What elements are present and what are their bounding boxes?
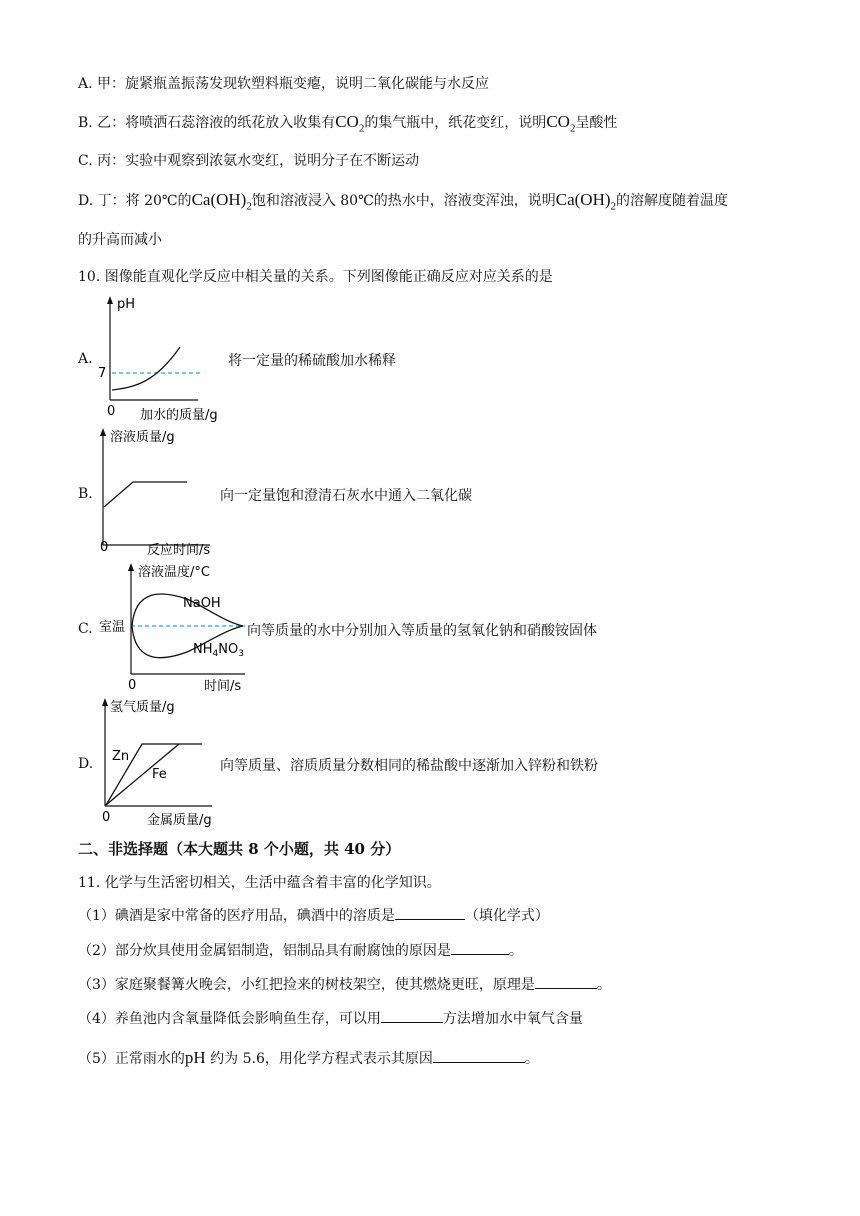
q11-item-1-hint: （填化学式） bbox=[464, 908, 549, 924]
ph-symbol: pH bbox=[184, 1048, 206, 1067]
q11-item-5 bbox=[78, 1047, 539, 1070]
y-axis-label: 溶液温度/°C bbox=[138, 565, 210, 580]
q9-option-b-text-1: B. 乙：将喷洒石蕊溶液的纸花放入收集有 bbox=[78, 115, 336, 131]
q10-option-b-letter: B. bbox=[78, 486, 93, 502]
x-axis-label: 时间/s bbox=[204, 679, 242, 694]
q11-item-1-text: （1）碘酒是家中常备的医疗用品，碘酒中的溶质是 bbox=[78, 908, 395, 924]
q10-option-a-desc: 将一定量的稀硫酸加水稀释 bbox=[228, 353, 396, 369]
q11-item-5-mid: 约为 5.6，用化学方程式表示其原因 bbox=[205, 1051, 433, 1067]
q10-option-b-desc: 向一定量饱和澄清石灰水中通入二氧化碳 bbox=[220, 488, 472, 504]
y-axis-arrow-icon bbox=[107, 296, 113, 304]
q11-item-4-tail: 方法增加水中氧气含量 bbox=[442, 1011, 583, 1027]
q9-option-b-text-3: 呈酸性 bbox=[575, 115, 618, 131]
answer-blank[interactable] bbox=[395, 905, 465, 920]
q11-item-2-end: 。 bbox=[508, 943, 523, 959]
q9-option-a: A. 甲：旋紧瓶盖振荡发现软塑料瓶变瘪，说明二氧化碳能与水反应 bbox=[78, 76, 490, 92]
section-heading: 二、非选择题（本大题共 8 个小题，共 40 分） bbox=[78, 840, 401, 858]
q11-stem: 11. 化学与生活密切相关，生活中蕴含着丰富的化学知识。 bbox=[78, 875, 441, 891]
y-axis-arrow-icon bbox=[128, 563, 134, 571]
answer-blank[interactable] bbox=[381, 1008, 443, 1023]
q9-option-d-text-2: 饱和溶液浸入 80℃的热水中，溶液变浑浊，说明 bbox=[251, 193, 556, 209]
q11-item-3-end: 。 bbox=[596, 977, 611, 993]
answer-blank[interactable] bbox=[451, 940, 509, 955]
q11-item-3 bbox=[78, 974, 611, 996]
q10-chart-d bbox=[92, 697, 232, 832]
fe-series-label: Fe bbox=[152, 767, 167, 782]
q10-option-c-letter: C. bbox=[78, 621, 93, 637]
ref-tick-label: 7 bbox=[98, 366, 107, 381]
x-axis-label: 反应时间/s bbox=[147, 543, 211, 558]
q11-item-2 bbox=[78, 940, 523, 962]
q10-option-c-desc: 向等质量的水中分别加入等质量的氢氧化钠和硝酸铵固体 bbox=[247, 623, 597, 639]
chem-formula-co2: $CO_2$ bbox=[546, 112, 576, 135]
origin-label: 0 bbox=[107, 404, 116, 419]
q9-option-b bbox=[78, 111, 617, 139]
y-axis-label: 溶液质量/g bbox=[110, 430, 175, 445]
q9-option-d-continued: 的升高而减小 bbox=[78, 232, 162, 248]
ref-label: 室温 bbox=[99, 620, 126, 635]
origin-label: 0 bbox=[102, 810, 111, 825]
chem-formula-co2: $CO_2$ bbox=[335, 112, 365, 135]
q11-item-2-text: （2）部分炊具使用金属铝制造，铝制品具有耐腐蚀的原因是 bbox=[78, 943, 451, 959]
q9-option-b-text-2: 的集气瓶中，纸花变红，说明 bbox=[364, 115, 547, 131]
q9-option-d bbox=[78, 189, 728, 217]
chem-formula-caoh2: $Ca(OH)_2$ bbox=[555, 190, 617, 213]
chem-formula-caoh2: $Ca(OH)_2$ bbox=[191, 190, 252, 213]
q11-item-5-text: （5）正常雨水的 bbox=[78, 1051, 185, 1067]
x-axis-label: 金属质量/g bbox=[147, 813, 212, 828]
q11-item-5-end: 。 bbox=[524, 1051, 539, 1067]
y-axis-label: pH bbox=[117, 297, 136, 312]
q9-option-d-text-1: D. 丁：将 20℃的 bbox=[78, 193, 192, 209]
mass-curve bbox=[104, 482, 187, 507]
origin-label: 0 bbox=[128, 678, 137, 693]
q10-chart-a bbox=[95, 295, 235, 423]
q11-item-4-text: （4）养鱼池内含氧量降低会影响鱼生存，可以用 bbox=[78, 1011, 381, 1027]
q11-item-1 bbox=[78, 905, 549, 927]
q9-option-d-text-3: 的溶解度随着温度 bbox=[616, 193, 729, 209]
x-axis-label: 加水的质量/g bbox=[140, 408, 218, 423]
answer-blank[interactable] bbox=[535, 974, 597, 989]
q11-item-4 bbox=[78, 1008, 583, 1030]
q9-option-c: C. 丙：实验中观察到浓氨水变红，说明分子在不断运动 bbox=[78, 153, 420, 169]
q10-chart-b bbox=[90, 427, 230, 557]
q10-option-d-letter: D. bbox=[78, 756, 94, 772]
y-axis-arrow-icon bbox=[102, 698, 108, 706]
naoh-series-label: NaOH bbox=[183, 596, 221, 611]
origin-label: 0 bbox=[100, 540, 109, 555]
nh4no3-series-label: $NH_4NO_3$ bbox=[193, 642, 244, 659]
answer-blank[interactable] bbox=[433, 1048, 525, 1063]
q10-stem: 10. 图像能直观化学反应中相关量的关系。下列图像能正确反应对应关系的是 bbox=[78, 269, 553, 285]
y-axis-label: 氢气质量/g bbox=[110, 700, 175, 715]
ph-curve bbox=[112, 347, 180, 390]
zn-series-label: Zn bbox=[112, 749, 130, 764]
q10-option-d-desc: 向等质量、溶质质量分数相同的稀盐酸中逐渐加入锌粉和铁粉 bbox=[220, 758, 598, 774]
q10-chart-c bbox=[95, 562, 255, 692]
y-axis-arrow-icon bbox=[100, 428, 106, 436]
q11-item-3-text: （3）家庭聚餐篝火晚会，小红把捡来的树枝架空，使其燃烧更旺，原理是 bbox=[78, 977, 535, 993]
q10-option-a-letter: A. bbox=[78, 351, 93, 367]
